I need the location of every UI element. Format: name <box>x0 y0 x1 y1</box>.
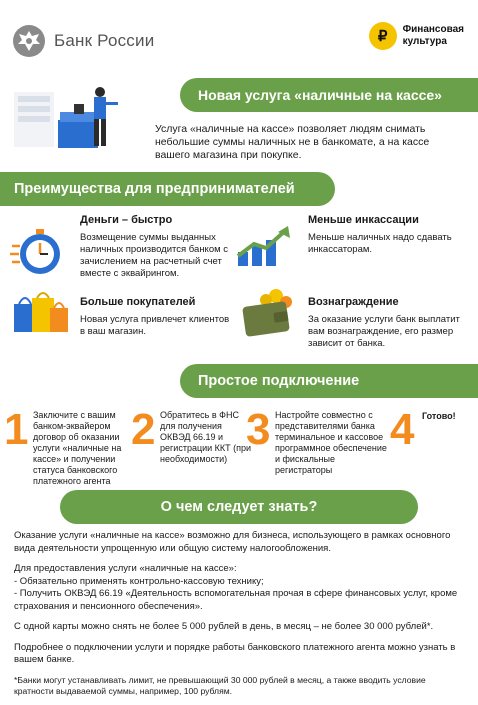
advantage-text: Меньше наличных надо сдавать инкассаторам. <box>308 232 452 255</box>
know-content <box>14 530 466 705</box>
advantages-title: Преимущества для предпринимателей <box>14 181 295 197</box>
hero-intro: Услуга «наличные на кассе» позволяет людям снимать небольшие суммы наличных не в банкомате, а на кассе вашего магазина при покупке. <box>155 123 430 161</box>
step-number: 2 <box>131 405 156 454</box>
advantage-more-customers <box>80 296 230 338</box>
advantage-text: За оказание услуги банк выплатит вам вознаграждение, его размер зависит от банка. <box>308 314 460 349</box>
ruble-coin-icon: ₽ <box>369 22 397 50</box>
hero-title: Новая услуга «наличные на кассе» <box>198 87 442 103</box>
requirement-item: - Получить ОКВЭД 66.19 «Деятельность вспомогательная прочая в сфере финансовых услуг, кроме страхования и пенсионного обеспечения». <box>14 588 458 612</box>
requirements-head: Для предоставления услуги «наличные на кассе»: <box>14 563 237 574</box>
advantage-money-fast <box>80 214 230 280</box>
connection-banner <box>180 364 478 398</box>
advantage-title: Больше покупателей <box>80 296 196 308</box>
fin-culture-text <box>403 24 464 48</box>
know-paragraph: Оказание услуги «наличные на кассе» возможно для бизнеса, использующего в рамках основного вида деятельности упрощенную или общую систему налогообложения. <box>14 530 451 554</box>
fin-culture-line2: культура <box>402 36 447 47</box>
step-text: Настройте совместно с представителями банка терминальное и кассовое программное обеспечение и фискальные регистраторы <box>275 410 387 475</box>
advantages-banner <box>0 172 335 206</box>
know-limit: С одной карты можно снять не более 5 000 рублей в день, в месяц – не более 30 000 рублей*. <box>14 621 434 632</box>
requirement-item: - Обязательно применять контрольно-кассовую технику; <box>14 575 264 587</box>
step-number: 1 <box>4 405 29 454</box>
hero-title-banner <box>180 78 478 112</box>
step-number: 4 <box>390 405 415 454</box>
bank-logo <box>12 24 154 58</box>
know-title: О чем следует знать? <box>160 499 318 515</box>
advantage-title: Меньше инкассации <box>308 214 419 226</box>
step-text: Обратитесь в ФНС для получения ОКВЭД 66.19 и регистрации ККТ (при необходимости) <box>160 410 252 464</box>
growth-arrow-icon <box>236 226 292 268</box>
eagle-emblem-icon <box>12 24 46 58</box>
bank-name: Банк России <box>54 31 155 50</box>
step-text: Заключите с вашим банком-эквайером договор об оказании услуги «наличные на кассе» и получении статуса банковского платежного агента <box>33 410 122 486</box>
know-details: Подробнее о подключении услуги и порядке работы банковского платежного агента можно узнать в вашем банке. <box>14 641 456 665</box>
stopwatch-icon <box>10 226 66 278</box>
wallet-coins-icon <box>238 286 298 338</box>
footnote: *Банки могут устанавливать лимит, не превышающий 30 000 рублей в месяц, а также вводить условие кратности выдаваемой суммы, например, 100 рублям. <box>14 674 426 696</box>
advantage-title: Вознаграждение <box>308 296 399 308</box>
connection-title: Простое подключение <box>198 373 360 389</box>
fin-culture-logo <box>369 22 464 50</box>
advantage-reward <box>308 296 468 350</box>
know-requirements <box>14 563 466 613</box>
step-text: Готово! <box>422 411 456 421</box>
advantage-text: Возмещение суммы выданных наличных производится банком с зачислением на расчетный счет вместе с эквайрингом. <box>80 232 229 279</box>
know-banner <box>60 490 418 524</box>
advantage-less-collection <box>308 214 468 256</box>
cashier-illustration <box>14 82 144 152</box>
step-number: 3 <box>246 405 271 454</box>
fin-culture-line1: Финансовая <box>402 24 464 35</box>
advantage-text: Новая услуга привлечет клиентов в ваш магазин. <box>80 314 230 337</box>
shopping-bags-icon <box>10 288 70 334</box>
advantage-title: Деньги – быстро <box>80 214 173 226</box>
